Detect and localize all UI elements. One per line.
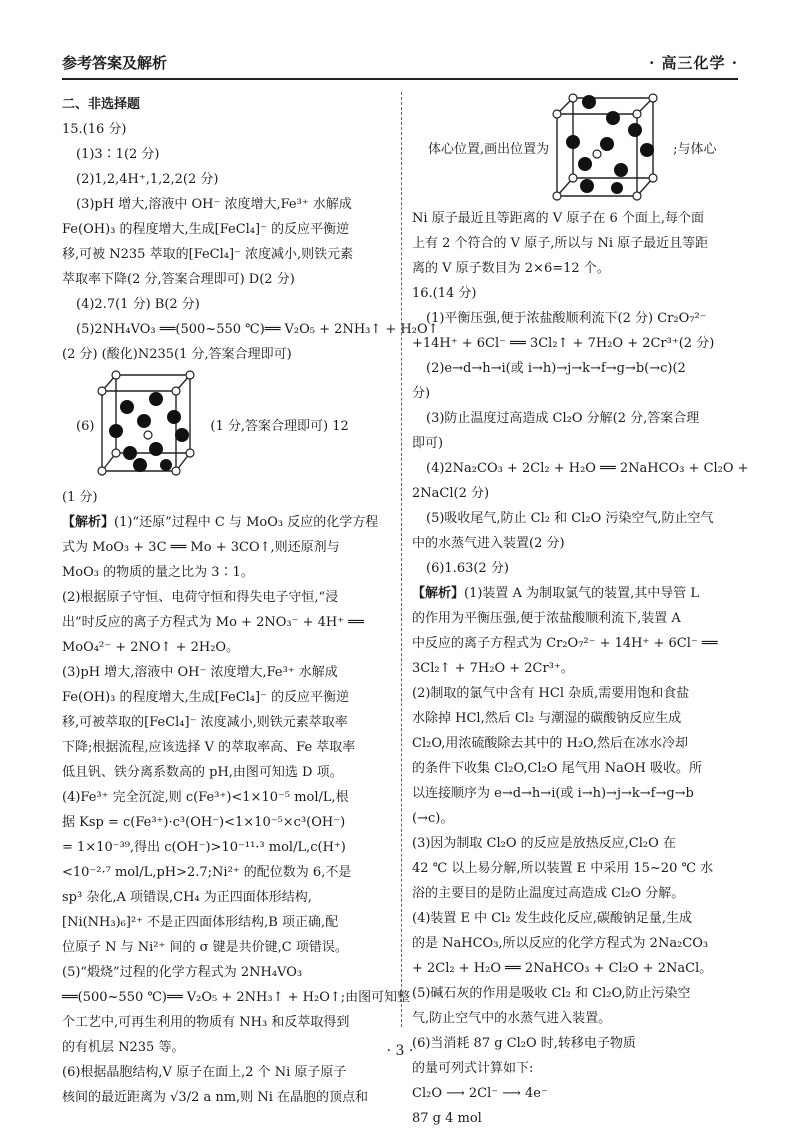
text-line: +14H⁺ + 6Cl⁻ ══ 3Cl₂↑ + 7H₂O + 2Cr³⁺(2 分) xyxy=(412,336,715,351)
question-15-title: 15.(16 分) xyxy=(62,122,127,137)
text-line: (4)装置 E 中 Cl₂ 发生歧化反应,碳酸钠足量,生成 xyxy=(412,911,693,926)
part6-answer: (1 分,答案合理即可) 12 xyxy=(210,418,349,434)
question-16-title: 16.(14 分) xyxy=(412,286,477,301)
analysis-label-16: 【解析】 xyxy=(412,586,465,601)
text-line: Fe(OH)₃ 的程度增大,生成[FeCl₄]⁻ 的反应平衡逆 xyxy=(62,690,350,705)
text-line: 核间的最近距离为 √3/2 a nm,则 Ni 在晶胞的顶点和 xyxy=(62,1090,368,1105)
figure-suffix-text: ;与体心 xyxy=(673,141,717,157)
text-line: 气,防止空气中的水蒸气进入装置。 xyxy=(412,1011,612,1026)
text-line: = 1×10⁻³⁹,得出 c(OH⁻)>10⁻¹¹·³ mol/L,c(H⁺) xyxy=(62,840,346,855)
crystal-cell-figure-6 xyxy=(94,369,204,483)
text-line: + 2Cl₂ + H₂O ══ 2NaHCO₃ + Cl₂O + 2NaCl。 xyxy=(412,961,713,976)
text-line: 2NaCl(2 分) xyxy=(412,486,490,501)
text-line: 87 g 4 mol xyxy=(412,1111,482,1126)
header-title: 参考答案及解析 xyxy=(62,54,168,72)
text-line: [Ni(NH₃)₆]²⁺ 不是正四面体形结构,B 项正确,配 xyxy=(62,915,339,930)
text-line: sp³ 杂化,A 项错误,CH₄ 为正四面体形结构, xyxy=(62,890,312,905)
text-line: (3)pH 增大,溶液中 OH⁻ 浓度增大,Fe³⁺ 水解成 xyxy=(76,197,352,212)
q16-answers xyxy=(412,306,749,581)
text-line: Fe(OH)₃ 的程度增大,生成[FeCl₄]⁻ 的反应平衡逆 xyxy=(62,222,350,237)
text-line: 据 Ksp = c(Fe³⁺)·c³(OH⁻)<1×10⁻⁵×c³(OH⁻) xyxy=(62,815,346,830)
text-line: (→c)。 xyxy=(412,811,454,826)
text-line: Ni 原子最近且等距离的 V 原子在 6 个面上,每个面 xyxy=(412,211,704,226)
text-line: 浴的主要目的是防止温度过高造成 Cl₂O 分解。 xyxy=(412,886,685,901)
text-line: (2)根据原子守恒、电荷守恒和得失电子守恒,“浸 xyxy=(62,590,339,605)
text-line: 移,可被 N235 萃取的[FeCl₄]⁻ 浓度减小,则铁元素 xyxy=(62,247,354,262)
text-line: 即可) xyxy=(412,436,444,451)
page-header xyxy=(62,48,738,80)
text-line: (3)pH 增大,溶液中 OH⁻ 浓度增大,Fe³⁺ 水解成 xyxy=(62,665,338,680)
text-line: 上有 2 个符合的 V 原子,所以与 Ni 原子最近且等距 xyxy=(412,236,709,251)
text-line: 的是 NaHCO₃,所以反应的化学方程式为 2Na₂CO₃ xyxy=(412,936,709,951)
section-title: 二、非选择题 xyxy=(62,97,141,112)
text-line: (5)“煅烧”过程的化学方程式为 2NH₄VO₃ xyxy=(62,965,303,980)
text-line: (3)防止温度过高造成 Cl₂O 分解(2 分,答案合理 xyxy=(426,411,700,426)
analysis-first-line: (1)“还原”过程中 C 与 MoO₃ 反应的化学方程 xyxy=(114,515,379,530)
figure-prefix-text: 体心位置,画出位置为 xyxy=(428,141,550,157)
text-line: 位原子 N 与 Ni²⁺ 间的 σ 键是共价键,C 项错误。 xyxy=(62,940,348,955)
text-line: 的条件下收集 Cl₂O,Cl₂O 尾气用 NaOH 吸收。所 xyxy=(412,761,702,776)
text-line: (2 分) (酸化)N235(1 分,答案合理即可) xyxy=(62,347,292,362)
part6-label: (6) xyxy=(76,418,95,434)
text-line: 下降;根据流程,应该选择 V 的萃取率高、Fe 萃取率 xyxy=(62,740,356,755)
text-line: 移,可被萃取的[FeCl₄]⁻ 浓度减小,则铁元素萃取率 xyxy=(62,715,348,730)
text-line: 42 ℃ 以上易分解,所以装置 E 中采用 15~20 ℃ 水 xyxy=(412,861,714,876)
text-line: Cl₂O ⟶ 2Cl⁻ ⟶ 4e⁻ xyxy=(412,1086,548,1101)
q15-part6-figure-row xyxy=(428,92,742,206)
text-line: 中的水蒸气进入装置(2 分) xyxy=(412,536,565,551)
text-line: ══(500~550 ℃)══ V₂O₅ + 2NH₃↑ + H₂O↑;由图可知整 xyxy=(62,990,411,1005)
text-line: (1)3∶1(2 分) xyxy=(76,147,160,162)
right-column xyxy=(412,92,749,1131)
text-line: MoO₃ 的物质的量之比为 3∶1。 xyxy=(62,565,254,580)
text-line: (2)制取的氯气中含有 HCl 杂质,需要用饱和食盐 xyxy=(412,686,690,701)
text-line: 萃取率下降(2 分,答案合理即可) D(2 分) xyxy=(62,272,295,287)
page-number: · 3 · xyxy=(386,1043,414,1059)
text-line: (5)碱石灰的作用是吸收 Cl₂ 和 Cl₂O,防止污染空 xyxy=(412,986,691,1001)
text-line: <10⁻²·⁷ mol/L,pH>2.7;Ni²⁺ 的配位数为 6,不是 xyxy=(62,865,352,880)
text-line: (5)2NH₄VO₃ ══(500~550 ℃)══ V₂O₅ + 2NH₃↑ + H₂O↑ xyxy=(76,322,439,337)
text-line: 出”时反应的离子方程式为 Mo + 2NO₃⁻ + 4H⁺ ══ xyxy=(62,615,364,630)
text-line: 离的 V 原子数目为 2×6=12 个。 xyxy=(412,261,610,276)
text-line: (4)2Na₂CO₃ + 2Cl₂ + H₂O ══ 2NaHCO₃ + Cl₂O + xyxy=(426,461,749,476)
text-line: 水除掉 HCl,然后 Cl₂ 与潮湿的碳酸钠反应生成 xyxy=(412,711,682,726)
text-line: Cl₂O,用浓硫酸除去其中的 H₂O,然后在冰水冷却 xyxy=(412,736,689,751)
analysis16-first-line: (1)装置 A 为制取氯气的装置,其中导管 L xyxy=(464,586,699,601)
text-line: (2)e→d→h→i(或 i→h)→j→k→f→g→b(→c)(2 xyxy=(426,361,686,376)
q15-part6-row xyxy=(62,367,392,485)
text-line: (2)1,2,4H⁺,1,2,2(2 分) xyxy=(76,172,219,187)
header-subject: · 高三化学 · xyxy=(649,54,738,72)
text-line: 低且钒、铁分离系数高的 pH,由图可知选 D 项。 xyxy=(62,765,343,780)
left-column xyxy=(62,92,439,1110)
text-line: 3Cl₂↑ + 7H₂O + 2Cr³⁺。 xyxy=(412,661,574,676)
text-line: (6)当消耗 87 g Cl₂O 时,转移电子物质 xyxy=(412,1036,636,1051)
text-line: 中反应的离子方程式为 Cr₂O₇²⁻ + 14H⁺ + 6Cl⁻ ══ xyxy=(412,636,718,651)
text-line: MoO₄²⁻ + 2NO↑ + 2H₂O。 xyxy=(62,640,240,655)
text-line: (3)因为制取 Cl₂O 的反应是放热反应,Cl₂O 在 xyxy=(412,836,676,851)
column-divider xyxy=(401,92,402,1027)
text-line: (6)根据晶胞结构,V 原子在面上,2 个 Ni 原子原子 xyxy=(62,1065,347,1080)
text-line: 的有机层 N235 等。 xyxy=(62,1040,185,1055)
text-line: 个工艺中,可再生利用的物质有 NH₃ 和反萃取得到 xyxy=(62,1015,350,1030)
text-line: 分) xyxy=(412,386,431,401)
text-line: (5)吸收尾气,防止 Cl₂ 和 Cl₂O 污染空气,防止空气 xyxy=(426,511,714,526)
text-line: 的量可列式计算如下: xyxy=(412,1061,534,1076)
part6-score: (1 分) xyxy=(62,490,98,505)
crystal-cell-figure-answer xyxy=(549,94,669,204)
text-line: (6)1.63(2 分) xyxy=(426,561,509,576)
q15-analysis xyxy=(62,535,411,1110)
q15-part6-continued xyxy=(412,206,742,281)
q15-answers xyxy=(62,142,439,367)
analysis-label: 【解析】 xyxy=(62,515,115,530)
text-line: 的作用为平衡压强,便于浓盐酸顺利流下,装置 A xyxy=(412,611,681,626)
text-line: 以连接顺序为 e→d→h→i(或 i→h)→j→k→f→g→b xyxy=(412,786,694,801)
text-line: (4)Fe³⁺ 完全沉淀,则 c(Fe³⁺)<1×10⁻⁵ mol/L,根 xyxy=(62,790,349,805)
text-line: (4)2.7(1 分) B(2 分) xyxy=(76,297,200,312)
text-line: 式为 MoO₃ + 3C ══ Mo + 3CO↑,则还原剂与 xyxy=(62,540,340,555)
text-line: (1)平衡压强,便于浓盐酸顺利流下(2 分) Cr₂O₇²⁻ xyxy=(426,311,707,326)
